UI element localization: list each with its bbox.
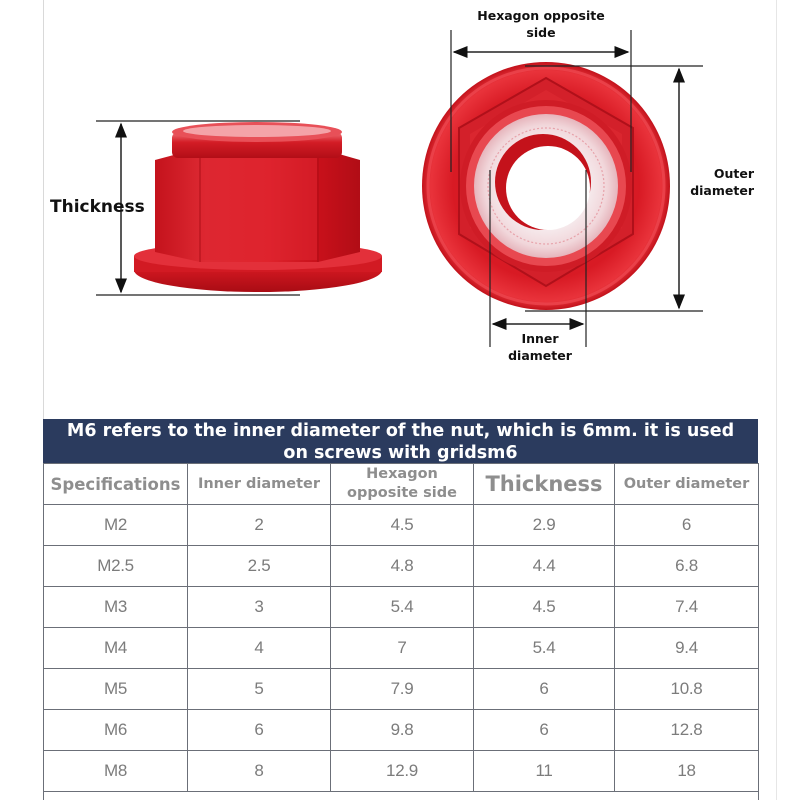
cell-thickness: 11 bbox=[474, 751, 615, 792]
cell-inner: 6 bbox=[188, 710, 331, 751]
table-row bbox=[44, 628, 759, 669]
cell-outer: 12.8 bbox=[615, 710, 759, 751]
cell-inner: 4 bbox=[188, 628, 331, 669]
footer-cell bbox=[44, 792, 759, 800]
cell-hex: 4.5 bbox=[331, 505, 474, 546]
thickness-label: Thickness bbox=[50, 197, 145, 217]
cell-thickness: 6 bbox=[474, 710, 615, 751]
top-view-nut bbox=[422, 62, 670, 310]
banner-line-1: M6 refers to the inner diameter of the nut, which is 6mm. it is used bbox=[66, 421, 735, 441]
header-hexagon-opposite-side bbox=[331, 464, 474, 505]
table-row bbox=[44, 587, 759, 628]
table-footer-row bbox=[44, 792, 759, 800]
cell-hex: 7.9 bbox=[331, 669, 474, 710]
cell-hex: 12.9 bbox=[331, 751, 474, 792]
cell-thickness: 4.5 bbox=[474, 587, 615, 628]
cell-outer: 9.4 bbox=[615, 628, 759, 669]
cell-spec: M2 bbox=[44, 505, 188, 546]
cell-hex: 5.4 bbox=[331, 587, 474, 628]
cell-outer: 7.4 bbox=[615, 587, 759, 628]
cell-inner: 3 bbox=[188, 587, 331, 628]
cell-outer: 10.8 bbox=[615, 669, 759, 710]
cell-inner: 2 bbox=[188, 505, 331, 546]
header-hex-line-1: Hexagon bbox=[366, 466, 438, 482]
cell-hex: 4.8 bbox=[331, 546, 474, 587]
header-hex-line-2: opposite side bbox=[347, 485, 457, 501]
table-row bbox=[44, 669, 759, 710]
cell-outer: 6 bbox=[615, 505, 759, 546]
specification-table bbox=[43, 419, 758, 800]
cell-hex: 7 bbox=[331, 628, 474, 669]
outer-diameter-label: Outer diameter bbox=[690, 166, 754, 198]
cell-thickness: 6 bbox=[474, 669, 615, 710]
cell-hex: 9.8 bbox=[331, 710, 474, 751]
cell-thickness: 5.4 bbox=[474, 628, 615, 669]
table-row bbox=[44, 710, 759, 751]
cell-spec: M5 bbox=[44, 669, 188, 710]
header-inner-diameter: Inner diameter bbox=[188, 464, 331, 505]
table-row bbox=[44, 505, 759, 546]
spec-grid bbox=[43, 463, 759, 800]
cell-outer: 18 bbox=[615, 751, 759, 792]
cell-outer: 6.8 bbox=[615, 546, 759, 587]
cell-inner: 2.5 bbox=[188, 546, 331, 587]
header-thickness: Thickness bbox=[474, 464, 615, 505]
side-view-nut bbox=[134, 122, 382, 292]
header-outer-diameter: Outer diameter bbox=[615, 464, 759, 505]
table-row bbox=[44, 751, 759, 792]
banner-line-2: on screws with gridsm6 bbox=[283, 443, 518, 463]
cell-spec: M3 bbox=[44, 587, 188, 628]
cell-inner: 8 bbox=[188, 751, 331, 792]
cell-inner: 5 bbox=[188, 669, 331, 710]
cell-thickness: 4.4 bbox=[474, 546, 615, 587]
cell-spec: M4 bbox=[44, 628, 188, 669]
hexagon-opposite-side-label: Hexagon opposite side bbox=[477, 8, 605, 40]
table-banner bbox=[43, 419, 758, 463]
cell-spec: M6 bbox=[44, 710, 188, 751]
table-header-row bbox=[44, 464, 759, 505]
inner-diameter-label: Inner diameter bbox=[508, 331, 572, 363]
cell-thickness: 2.9 bbox=[474, 505, 615, 546]
cell-spec: M8 bbox=[44, 751, 188, 792]
header-specifications: Specifications bbox=[44, 464, 188, 505]
table-row bbox=[44, 546, 759, 587]
cell-spec: M2.5 bbox=[44, 546, 188, 587]
